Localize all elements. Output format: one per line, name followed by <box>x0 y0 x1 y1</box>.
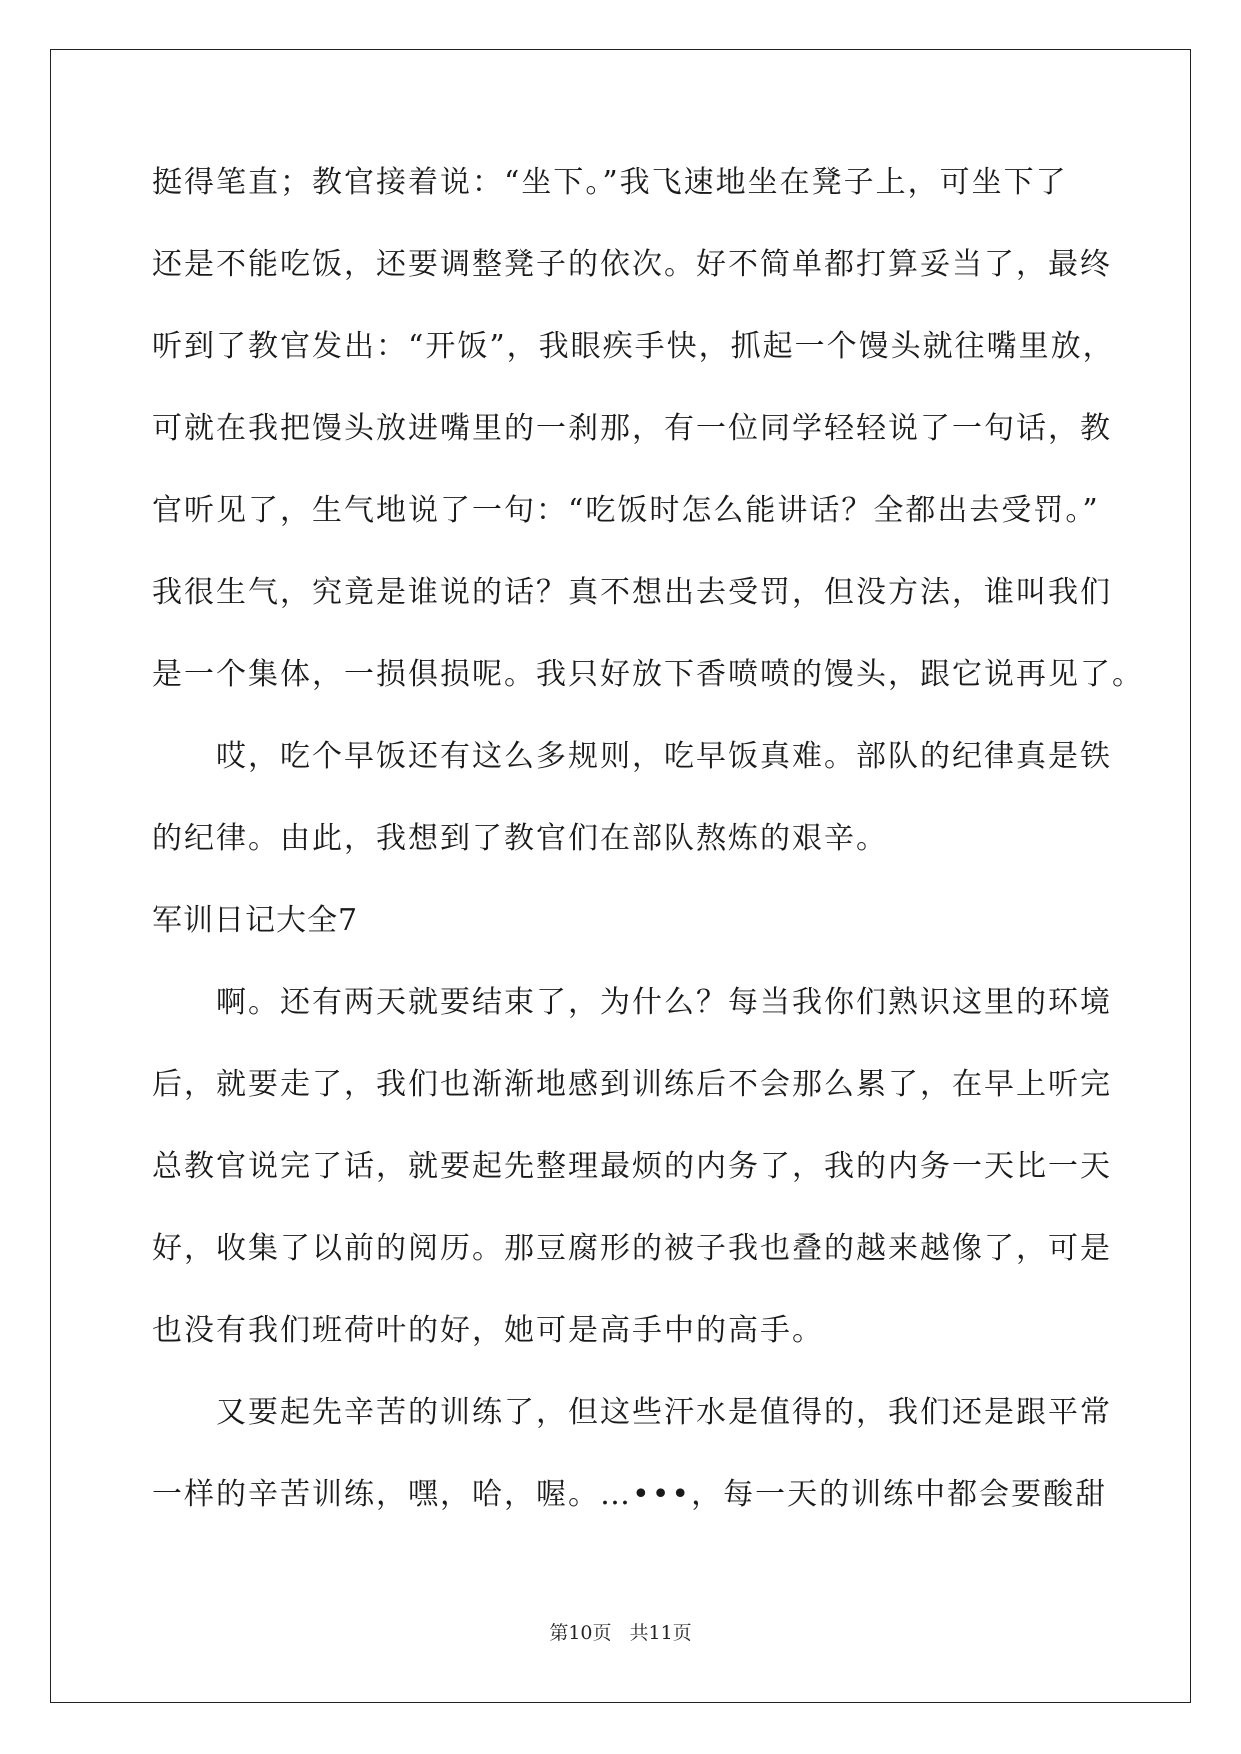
paragraph-line: 总教官说完了话，就要起先整理最烦的内务了，我的内务一天比一天 <box>152 1149 1112 1184</box>
page-footer <box>0 1618 1241 1645</box>
paragraph-line: 啊。还有两天就要结束了，为什么？每当我你们熟识这里的环境 <box>216 985 1112 1020</box>
paragraph-line: 后，就要走了，我们也渐渐地感到训练后不会那么累了，在早上听完 <box>152 1067 1112 1102</box>
paragraph-line: 挺得笔直；教官接着说：“坐下。”我飞速地坐在凳子上，可坐下了 <box>152 165 1068 200</box>
paragraph-line: 听到了教官发出：“开饭”，我眼疾手快，抓起一个馒头就往嘴里放， <box>152 329 1115 364</box>
paragraph-line: 好，收集了以前的阅历。那豆腐形的被子我也叠的越来越像了，可是 <box>152 1231 1112 1266</box>
paragraph-line: 官听见了，生气地说了一句：“吃饭时怎么能讲话？全都出去受罚。” <box>152 493 1100 528</box>
paragraph-line: 也没有我们班荷叶的好，她可是高手中的高手。 <box>152 1313 824 1348</box>
paragraph-line: 的纪律。由此，我想到了教官们在部队熬炼的艰辛。 <box>152 821 888 856</box>
paragraph-line: 我很生气，究竟是谁说的话？真不想出去受罚，但没方法，谁叫我们 <box>152 575 1112 610</box>
paragraph-line: 又要起先辛苦的训练了，但这些汗水是值得的，我们还是跟平常 <box>216 1395 1112 1430</box>
document-body <box>152 155 1144 1549</box>
paragraph-line: 可就在我把馒头放进嘴里的一刹那，有一位同学轻轻说了一句话，教 <box>152 411 1112 446</box>
paragraph-line: 哎，吃个早饭还有这么多规则，吃早饭真难。部队的纪律真是铁 <box>216 739 1112 774</box>
paragraph-line: 还是不能吃饭，还要调整凳子的依次。好不简单都打算妥当了，最终 <box>152 247 1112 282</box>
page-number-total: 共11页 <box>629 1622 692 1644</box>
section-heading: 军训日记大全7 <box>152 903 359 938</box>
paragraph-line: 一样的辛苦训练，嘿，哈，喔。…•••，每一天的训练中都会要酸甜 <box>152 1477 1108 1512</box>
paragraph-line: 是一个集体，一损俱损呢。我只好放下香喷喷的馒头，跟它说再见了。 <box>152 657 1144 692</box>
page-number-current: 第10页 <box>549 1622 612 1644</box>
